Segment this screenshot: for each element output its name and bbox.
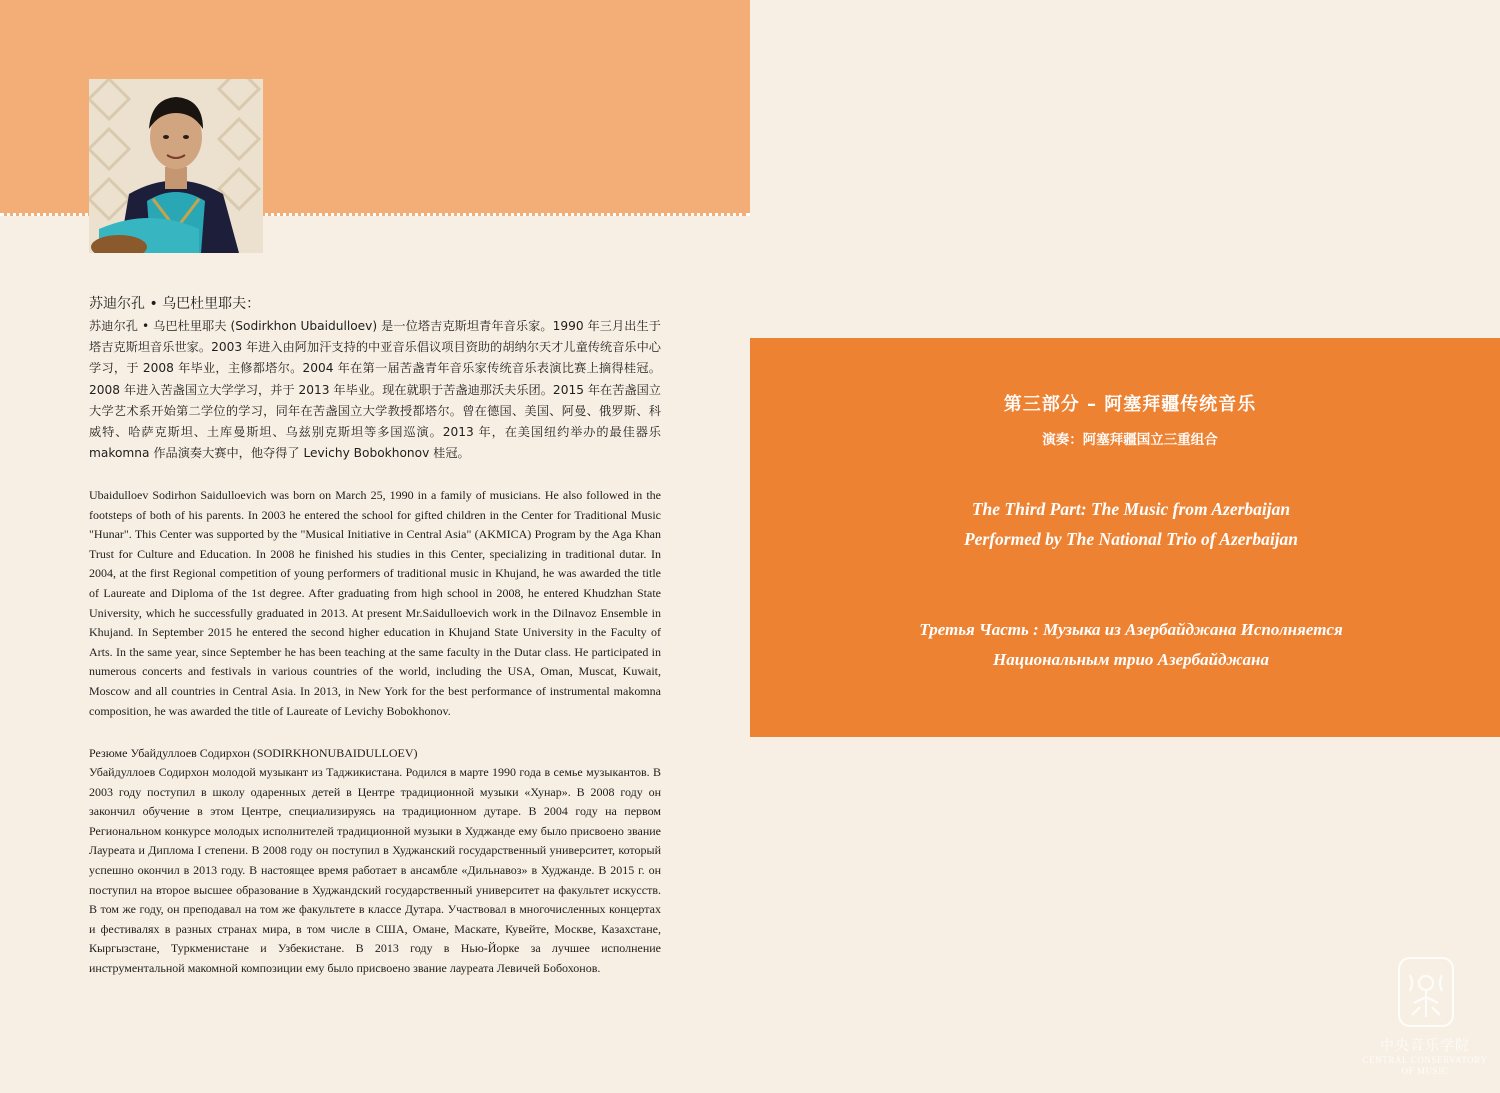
logo-english-name-line2: OF MUSIC bbox=[1401, 1066, 1449, 1076]
section-title-russian-line2: Национальным трио Азербайджана bbox=[993, 650, 1269, 669]
section-performer-chinese: 演奏：阿塞拜疆国立三重组合 bbox=[1042, 432, 1218, 448]
bio-title-russian: Резюме Убайдуллоев Содирхон (SODIRKHONUBAIDULLOEV) bbox=[89, 746, 418, 760]
section-title-russian bbox=[750, 615, 1500, 675]
bio-title-chinese: 苏迪尔孔 • 乌巴杜里耶夫： bbox=[89, 296, 261, 312]
musician-portrait bbox=[89, 79, 263, 253]
section-title-english bbox=[750, 494, 1500, 554]
section-title-english-line2: Performed by The National Trio of Azerbaijan bbox=[963, 529, 1299, 549]
conservatory-emblem-icon bbox=[1398, 957, 1454, 1027]
section-title-chinese: 第三部分 – 阿塞拜疆传统音乐 bbox=[1003, 394, 1257, 415]
section-title-panel bbox=[750, 338, 1500, 737]
section-title-english-line1: The Third Part: The Music from Azerbaijan bbox=[971, 499, 1291, 519]
bio-paragraph-chinese: 苏迪尔孔 • 乌巴杜里耶夫 (Sodirkhon Ubaidulloev) 是一位塔吉克斯坦青年音乐家。1990 年三月出生于塔吉克斯坦音乐世家。2003 年进入由阿加汗支持的中亚音乐倡议项目资助的胡纳尔天才儿童传统音乐中心学习，于 2008 年毕业，主修都塔尔。2004 年在第一届苦盏青年音乐家传统音乐表演比赛上摘得桂冠。2008 年进入苦盏国立大学学习，并于 2013 年毕业。现在就职于苦盏迪那沃夫乐团。2015 年在苦盏国立大学艺术系开始第二学位的学习，同年在苦盏国立大学教授都塔尔。曾在德国、美国、阿曼、俄罗斯、科威特、哈萨克斯坦、土库曼斯坦、乌兹别克斯坦等多国巡演。2013 年，在美国纽约举办的最佳器乐 makomna 作品演奏大赛中，他夺得了 Levichy Bobokhonov 桂冠。 bbox=[89, 319, 661, 461]
logo-chinese-name: 中央音乐学院 bbox=[1380, 1038, 1470, 1054]
section-title-russian-line1: Третья Часть : Музыка из Азербайджана Исполняется bbox=[919, 620, 1343, 639]
bio-paragraph-russian: Убайдуллоев Содирхон молодой музыкант из Таджикистана. Родился в марте 1990 года в семье музыкантов. В 2003 году поступил в школу одаренных детей в Центре традиционной музыки «Хунар». В 2008 году он закончил обучение в этом Центре, специализируясь на традиционном дутаре. В 2004 году на первом Региональном конкурсе молодых исполнителей традиционной музыки в Худжанде ему было присвоено звание Лауреата и Диплома I степени. В 2008 году он поступил в Худжанский государственный университет, который успешно окончил в 2013 году. В настоящее время работает в ансамбле «Дильнавоз» в Худжанде. В 2015 г. он поступил на второе высшее образование в Худжандский государственный университет на факультет искусств. В том же году, он преподавал на том же факультете в классе Дутара. Участвовал в многочисленных концертах и фестивалях в разных странах мира, в том числе в США, Омане, Маскате, Кувейте, Москве, Казахстане, Кыргызстане, Туркменистане и Узбекистане. В 2013 году в Нью-Йорке за лучшее исполнение инструментальной макомной композиции ему было присвоено звание лауреата Левичей Бобохонов. bbox=[89, 765, 661, 975]
conservatory-logo bbox=[1360, 955, 1490, 1080]
bio-paragraph-english: Ubaidulloev Sodirhon Saidulloevich was born on March 25, 1990 in a family of musicians. He also followed in the footsteps of both of his parents. In 2003 he entered the school for gifted children in the Center for Traditional Music "Hunar". This Center was supported by the "Musical Initiative in Central Asia" (AKMICA) Program by the Aga Khan Trust for Culture and Education. In 2008 he finished his studies in this Center, specializing in traditional dutar. In 2004, at the first Regional competition of young performers of traditional music in Khujand, he was awarded the title of Laureate and Diploma of the 1st degree. After graduating from high school in 2008, he entered Khudzhan State University, which he successfully graduated in 2013. At present Mr.Saidulloevich work in the Dilnavoz Ensemble in Khujand. In September 2015 he entered the second higher education in Khujand State University in the Faculty of Arts. In the same year, since September he has been teaching at the same faculty in the Dutar class. He participated in numerous concerts and festivals in various countries of the world, including the USA, Oman, Muscat, Kuwait, Moscow and all countries in Central Asia. In 2013, in New York for the best performance of instrumental makomna composition, he was awarded the title of Laureate of Levichy Bobokhonov. bbox=[89, 488, 661, 718]
logo-english-name-line1: CENTRAL CONSERVATORY bbox=[1362, 1055, 1488, 1065]
